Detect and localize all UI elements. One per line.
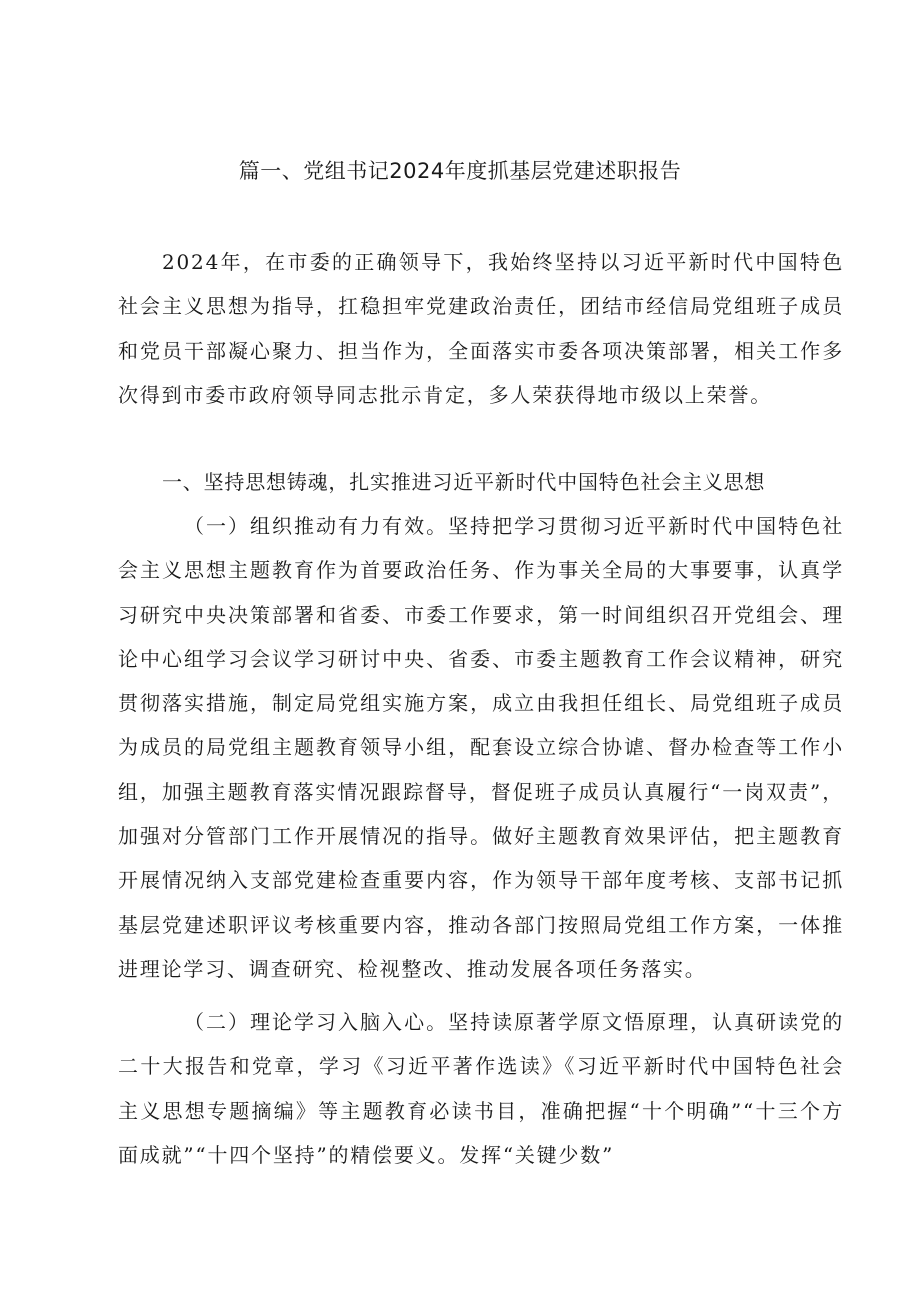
subsection-paragraph-1: （一）组织推动有力有效。坚持把学习贯彻习近平新时代中国特色社会主义思想主题教育作为首要政治任务、作为事关全局的大事要事，认真学习研究中央决策部署和省委、市委工作要求，第一时间组织召开党组会、理论中心组学习会议学习研讨中央、省委、市委主题教育工作会议精神，研究贯彻落实措施，制定局党组实施方案，成立由我担任组长、局党组班子成员为成员的局党组主题教育领导小组，配套设立综合协谑、督办检查等工作小组，加强主题教育落实情况跟踪督导，督促班子成员认真履行“一岗双责”，加强对分管部门工作开展情况的指导。做好主题教育效果评估，把主题教育开展情况纳入支部党建检查重要内容，作为领导干部年度考核、支部书记抓基层党建述职评议考核重要内容，推动各部门按照局党组工作方案，一体推进理论学习、调查研究、检视整改、推动发展各项任务落实。 [118, 514, 844, 981]
section-heading-1: 一、坚持思想铸魂，扎实推进习近平新时代中国特色社会主义思想 [162, 470, 766, 494]
intro-paragraph: 2024年，在市委的正确领导下，我始终坚持以习近平新时代中国特色社会主义思想为指导，扛稳担牢党建政治责任，团结市经信局党组班子成员和党员干部凝心聚力、担当作为，全面落实市委各项决策部署，相关工作多次得到市委市政府领导同志批示肯定，多人荣获得地市级以上荣誉。 [118, 250, 844, 407]
subsection-paragraph-2: （二）理论学习入脑入心。坚持读原著学原文悟原理，认真研读党的二十大报告和党章，学习《习近平著作选读》《习近平新时代中国特色社会主义思想专题摘编》等主题教育必读书目，准确把握“十个明确”“十三个方面成就”“十四个坚持”的精偿要义。发挥“关键少数” [118, 1010, 844, 1167]
document-title: 篇一、党组书记2024年度抓基层党建述职报告 [238, 159, 682, 183]
